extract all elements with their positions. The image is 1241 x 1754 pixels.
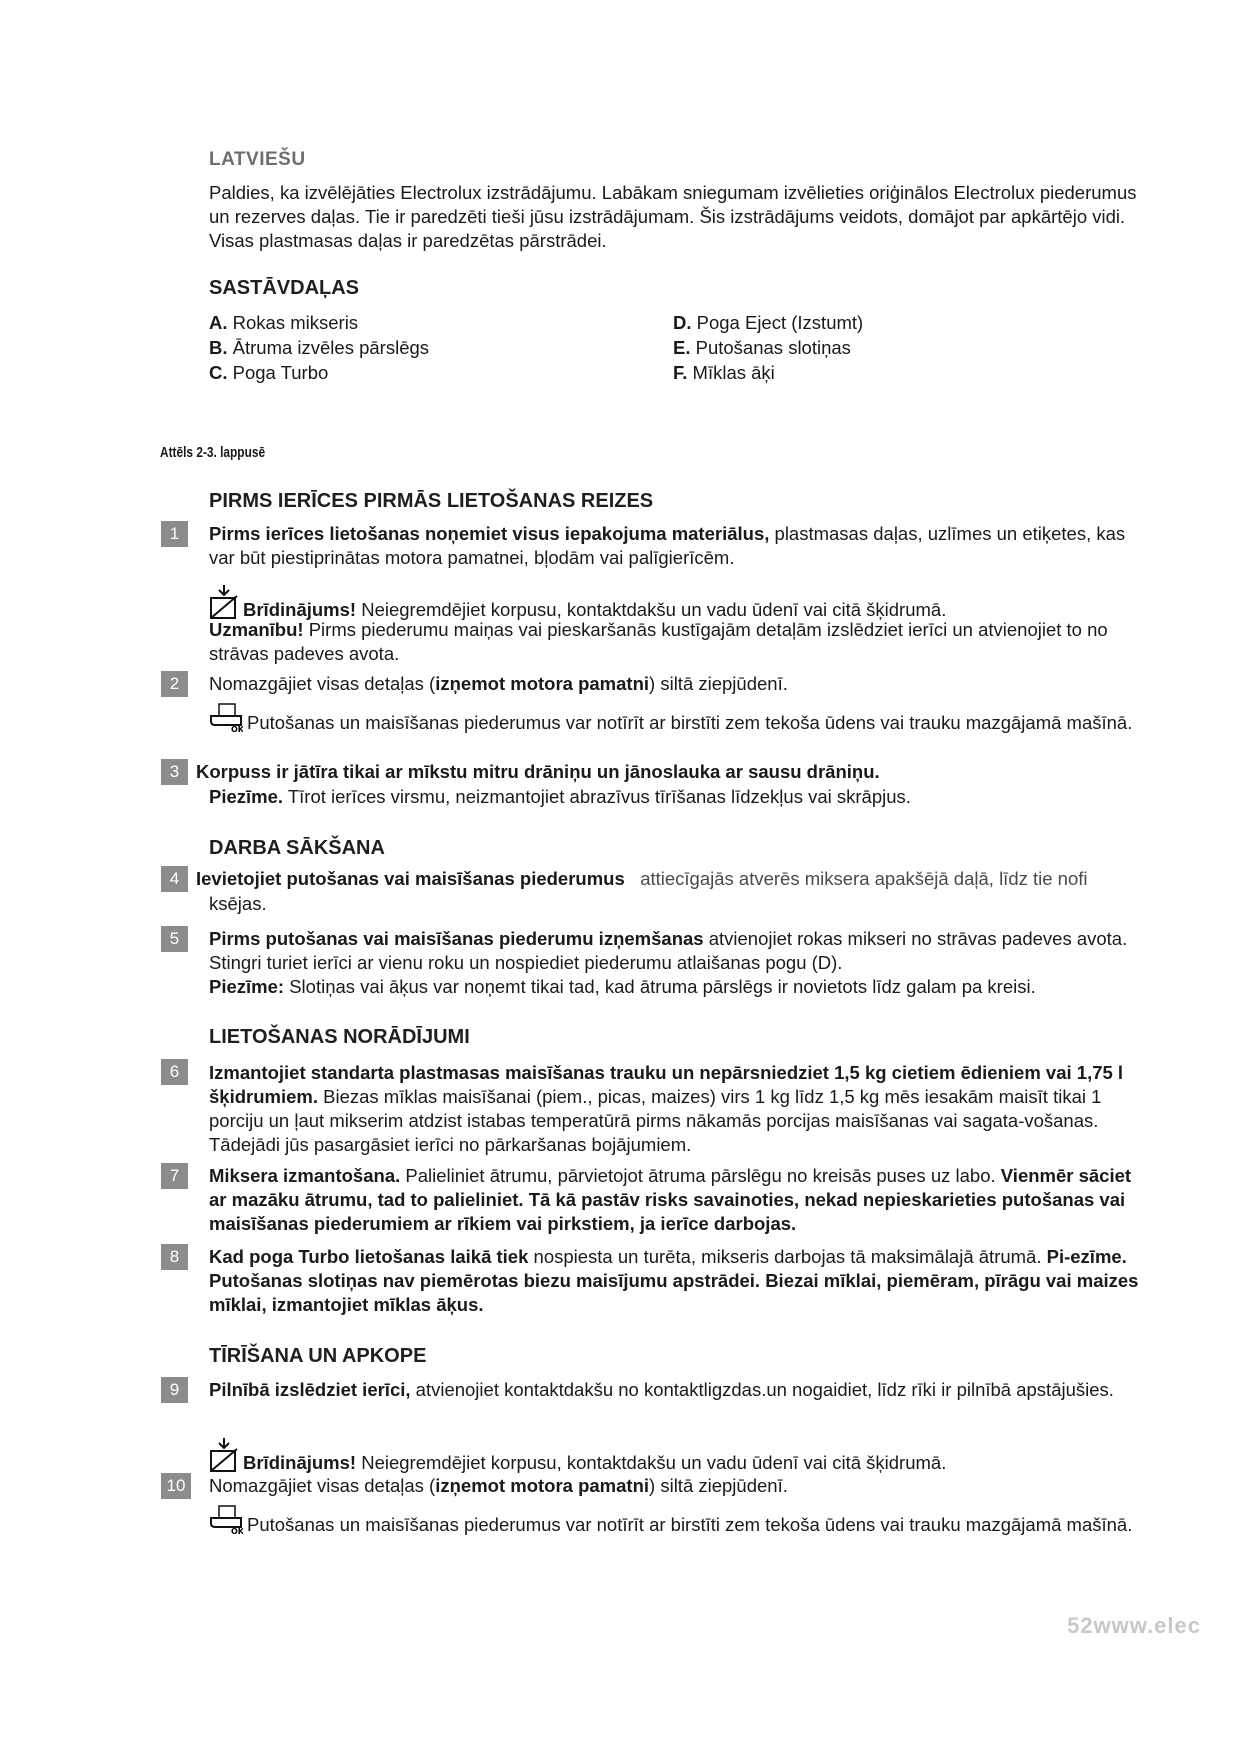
list-item: F. Mīklas āķi [673, 362, 775, 383]
step-2: Nomazgājiet visas detaļas (izņemot motora pamatni) siltā ziepjūdenī. [209, 673, 788, 694]
watermark: 52www.elec [1067, 1613, 1201, 1638]
step-number: 4 [161, 866, 188, 892]
svg-text:OK: OK [231, 725, 243, 733]
step-3-note: Piezīme. Tīrot ierīces virsmu, neizmantojiet abrazīvus tīrīšanas līdzekļus vai skrāpjus. [209, 786, 911, 807]
warning-note: Brīdinājums! Neiegremdējiet korpusu, kontaktdakšu un vadu ūdenī vai citā šķidrumā. [209, 1437, 1144, 1479]
step-number: 6 [161, 1059, 188, 1085]
list-item: D. Poga Eject (Izstumt) [673, 312, 864, 333]
step-number: 3 [161, 759, 188, 785]
step-number: 1 [161, 521, 188, 547]
section-heading: DARBA SĀKŠANA [209, 837, 385, 859]
caution-note: Uzmanību! Pirms piederumu maiņas vai pieskaršanās kustīgajām detaļām izslēdziet ierīci un atvienojiet to no strāvas padeves avota. [209, 619, 1108, 664]
step-number: 5 [161, 926, 188, 952]
parts-heading: SASTĀVDAĻAS [209, 277, 360, 299]
list-item: E. Putošanas slotiņas [673, 337, 851, 358]
dishwasher-icon [209, 1505, 243, 1541]
step-number: 7 [161, 1163, 188, 1189]
svg-text:OK: OK [231, 1527, 243, 1535]
no-immersion-icon [209, 1437, 239, 1479]
list-item: A. Rokas mikseris [209, 312, 359, 333]
dishwasher-note: OK Putošanas un maisīšanas piederumus var notīrīt ar birstīti zem tekoša ūdens vai trauku mazgājamā mašīnā. [209, 1505, 1144, 1541]
step-3: Korpuss ir jātīra tikai ar mīkstu mitru drāniņu un jānoslauka ar sausu drāniņu. [196, 761, 880, 782]
step-number: 10 [161, 1473, 191, 1499]
figure-reference: Attēls 2-3. lappusē [160, 445, 266, 461]
section-heading: LIETOŠANAS NORĀDĪJUMI [209, 1026, 470, 1048]
list-item: B. Ātruma izvēles pārslēgs [209, 337, 430, 358]
section-heading: PIRMS IERĪCES PIRMĀS LIETOŠANAS REIZES [209, 490, 654, 512]
list-item: C. Poga Turbo [209, 362, 329, 383]
step-10: Nomazgājiet visas detaļas (izņemot motora pamatni) siltā ziepjūdenī. [209, 1475, 788, 1496]
section-heading: TĪRĪŠANA UN APKOPE [209, 1345, 427, 1367]
step-6: Izmantojiet standarta plastmasas maisīšanas trauku un nepārsniedziet 1,5 kg cietiem ēdieniem vai 1,75 l šķidrumiem. Biezas mīklas maisīšanai (piem., picas, maizes) virs 1 kg līdz 1,5 kg mēs iesakām maisīt tikai 1 porciju un ļaut mikserim atdzist istabas temperatūrā pirms nākamās porcijas maisīšanas vai sagata-vošanas. Tādejādi jūs pasargāsiet ierīci no pārkaršanas bojājumiem. [209, 1062, 1124, 1155]
dishwasher-note: OK Putošanas un maisīšanas piederumus var notīrīt ar birstīti zem tekoša ūdens vai trauku mazgājamā mašīnā. [209, 703, 1144, 739]
step-number: 9 [161, 1377, 188, 1403]
step-number: 2 [161, 671, 188, 697]
dishwasher-icon [209, 703, 243, 739]
step-4-continued: ksējas. [209, 893, 267, 914]
step-5: Pirms putošanas vai maisīšanas piederumu izņemšanas atvienojiet rokas mikseri no strāvas padeves avota. Stingri turiet ierīci ar vienu roku un nospiediet piederumu atlaišanas pogu (D). Piezīme: Slotiņas vai āķus var noņemt tikai tad, kad ātruma pārslēgs ir novietots līdz galam pa kreisi. [209, 928, 1128, 997]
step-1: Pirms ierīces lietošanas noņemiet visus iepakojuma materiālus, plastmasas daļas, uzlīmes un etiķetes, kas var būt piestiprinātas motora pamatnei, bļodām vai palīgierīcēm. [209, 523, 1126, 568]
step-9: Pilnībā izslēdziet ierīci, atvienojiet kontaktdakšu no kontaktligzdas.un nogaidiet, līdz rīki ir pilnībā apstājušies. [209, 1379, 1114, 1400]
step-number: 8 [161, 1244, 188, 1270]
step-7: Miksera izmantošana. Palieliniet ātrumu, pārvietojot ātruma pārslēgu no kreisās puses uz labo. Vienmēr sāciet ar mazāku ātrumu, tad to palieliniet. Tā kā pastāv risks savainoties, nekad nepieskarieties putošanas vai maisīšanas piederumiem ar rīkiem vai pirkstiem, ja ierīce darbojas. [209, 1165, 1132, 1234]
step-4: Ievietojiet putošanas vai maisīšanas piederumus attiecīgajās atverēs miksera apakšējā daļā, līdz tie nofi [196, 868, 1088, 889]
warning-note: Brīdinājums! Neiegremdējiet korpusu, kontaktdakšu un vadu ūdenī vai citā šķidrumā. [209, 584, 1144, 626]
step-8: Kad poga Turbo lietošanas laikā tiek nospiesta un turēta, mikseris darbojas tā maksimālajā ātrumā. Pi-ezīme. Putošanas slotiņas nav piemērotas biezu maisījumu apstrādei. Biezai mīklai, piemēram, pīrāgu vai maizes mīklai, izmantojiet mīklas āķus. [209, 1246, 1139, 1315]
intro-paragraph: Paldies, ka izvēlējāties Electrolux izstrādājumu. Labākam sniegumam izvēlieties oriģinālos Electrolux piederumus un rezerves daļas. Tie ir paredzēti tieši jūsu izstrādājumam. Šis izstrādājums veidots, domājot par apkārtējo vidi. Visas plastmasas daļas ir paredzētas pārstrādei. [209, 182, 1137, 251]
language-heading: LATVIEŠU [209, 149, 306, 170]
